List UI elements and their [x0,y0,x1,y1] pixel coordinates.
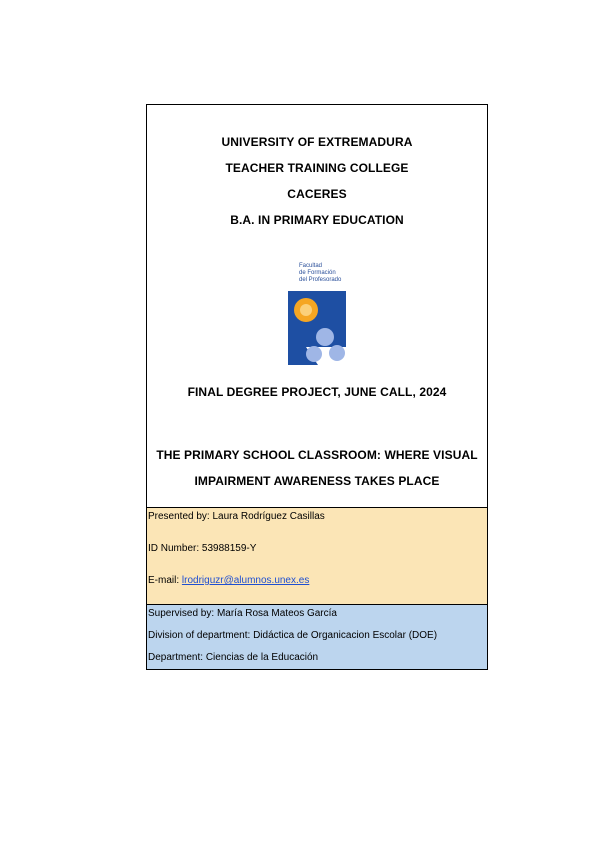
email-link[interactable]: lrodriguzr@alumnos.unex.es [181,575,310,586]
degree-name: B.A. IN PRIMARY EDUCATION [230,213,404,227]
logo-line-2: de Formación [299,270,336,276]
project-title-line-2: IMPAIRMENT AWARENESS TAKES PLACE [194,474,440,488]
email-label: E-mail: [148,575,180,586]
division-value: Didáctica de Organicacion Escolar (DOE) [253,630,438,641]
presented-by-row [148,511,325,522]
university-name: UNIVERSITY OF EXTREMADURA [221,135,413,149]
division-label: Division of department: [148,630,251,641]
department-label: Department: [148,652,204,663]
presented-by-value: Laura Rodríguez Casillas [212,511,325,522]
project-call: FINAL DEGREE PROJECT, JUNE CALL, 2024 [187,385,447,399]
cover-header [147,105,487,507]
department-row [148,652,318,663]
city-name: CACERES [287,187,347,201]
division-row [148,630,437,641]
student-info-box [147,507,487,605]
supervised-by-value: María Rosa Mateos García [216,608,337,619]
logo-emblem-icon [288,263,346,365]
college-name: TEACHER TRAINING COLLEGE [225,161,409,175]
logo-line-1: Facultad [299,263,323,269]
supervised-by-label: Supervised by: [148,608,215,619]
id-number-label: ID Number: [148,543,200,554]
id-number-value: 53988159-Y [201,543,257,554]
presented-by-label: Presented by: [148,511,210,522]
supervision-info-box [147,605,487,669]
department-value: Ciencias de la Educación [205,652,319,663]
cover-frame [146,104,488,670]
faculty-logo [288,263,346,365]
project-title-line-1: THE PRIMARY SCHOOL CLASSROOM: WHERE VISUAL [156,448,478,462]
supervised-by-row [148,608,337,619]
email-row [148,575,309,586]
id-number-row [148,543,256,554]
logo-line-3: del Profesorado [299,277,342,283]
